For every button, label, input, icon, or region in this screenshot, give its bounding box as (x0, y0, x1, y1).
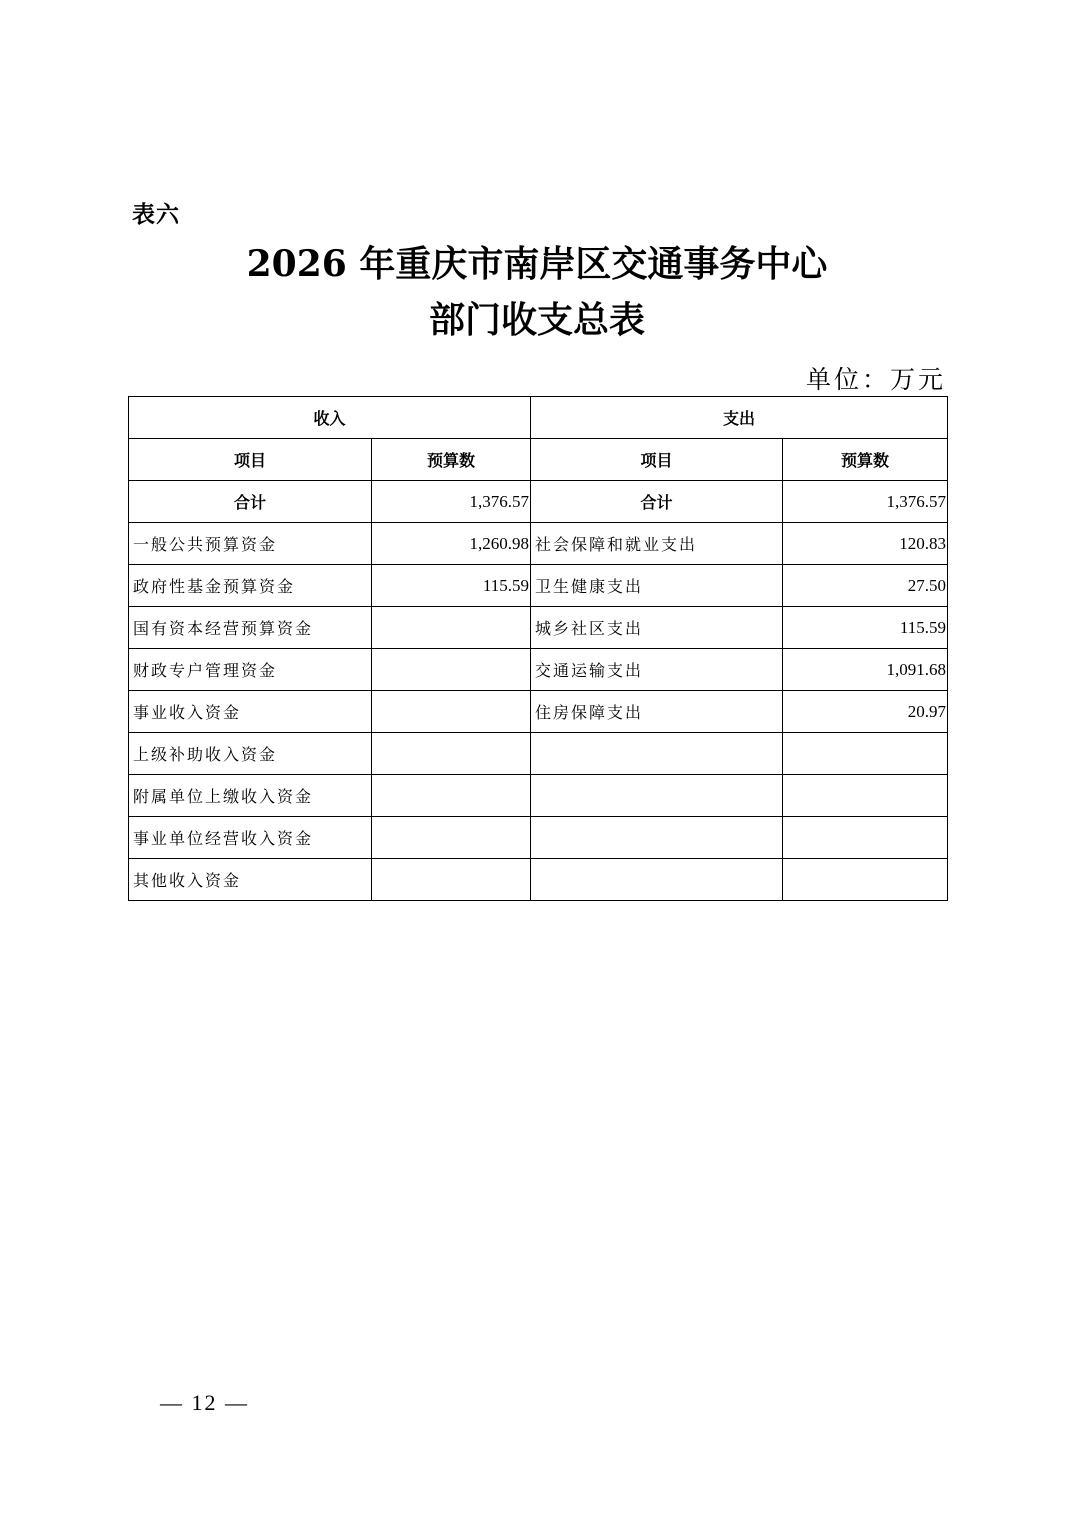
expense-item (531, 775, 783, 817)
table-row (129, 565, 948, 607)
income-item-column-header: 项目 (129, 439, 372, 481)
expense-item: 卫生健康支出 (531, 565, 783, 607)
income-amount (372, 649, 531, 691)
expense-item (531, 817, 783, 859)
expense-total-label: 合计 (531, 481, 783, 523)
income-item: 事业收入资金 (129, 691, 372, 733)
expense-amount-column-header: 预算数 (783, 439, 948, 481)
expense-amount: 120.83 (783, 523, 948, 565)
income-item: 国有资本经营预算资金 (129, 607, 372, 649)
table-row (129, 523, 948, 565)
table-row (129, 649, 948, 691)
expense-amount (783, 775, 948, 817)
table-row (129, 607, 948, 649)
budget-summary-table (128, 396, 948, 901)
expense-item-column-header: 项目 (531, 439, 783, 481)
page-number: — 12 — (160, 1390, 249, 1415)
expense-item (531, 859, 783, 901)
income-item: 事业单位经营收入资金 (129, 817, 372, 859)
expense-item: 住房保障支出 (531, 691, 783, 733)
table-row (129, 817, 948, 859)
table-row (129, 859, 948, 901)
table-label: 表六 (132, 202, 180, 228)
income-amount: 115.59 (372, 565, 531, 607)
income-total-label: 合计 (129, 481, 372, 523)
income-amount (372, 817, 531, 859)
income-item: 政府性基金预算资金 (129, 565, 372, 607)
income-item: 财政专户管理资金 (129, 649, 372, 691)
expense-amount: 1,091.68 (783, 649, 948, 691)
table-row (129, 733, 948, 775)
income-item: 其他收入资金 (129, 859, 372, 901)
income-amount (372, 607, 531, 649)
income-amount (372, 733, 531, 775)
income-item: 上级补助收入资金 (129, 733, 372, 775)
expense-total-amount: 1,376.57 (783, 481, 948, 523)
expense-amount (783, 817, 948, 859)
income-section-header: 收入 (129, 397, 531, 439)
income-amount-column-header: 预算数 (372, 439, 531, 481)
income-total-amount: 1,376.57 (372, 481, 531, 523)
section-header-row (129, 397, 948, 439)
total-row (129, 481, 948, 523)
table-row (129, 691, 948, 733)
income-amount (372, 691, 531, 733)
expense-item: 社会保障和就业支出 (531, 523, 783, 565)
income-item: 一般公共预算资金 (129, 523, 372, 565)
income-amount: 1,260.98 (372, 523, 531, 565)
expense-section-header: 支出 (531, 397, 948, 439)
unit-label: 单位：万元 (805, 365, 946, 394)
expense-item: 交通运输支出 (531, 649, 783, 691)
expense-item: 城乡社区支出 (531, 607, 783, 649)
table-row (129, 775, 948, 817)
column-header-row (129, 439, 948, 481)
expense-amount (783, 859, 948, 901)
document-title-line1: 2026 年重庆市南岸区交通事务中心 (246, 243, 828, 285)
document-title-line2: 部门收支总表 (428, 299, 645, 341)
income-amount (372, 775, 531, 817)
expense-amount: 20.97 (783, 691, 948, 733)
income-item: 附属单位上缴收入资金 (129, 775, 372, 817)
expense-amount (783, 733, 948, 775)
expense-amount: 27.50 (783, 565, 948, 607)
income-amount (372, 859, 531, 901)
expense-item (531, 733, 783, 775)
expense-amount: 115.59 (783, 607, 948, 649)
